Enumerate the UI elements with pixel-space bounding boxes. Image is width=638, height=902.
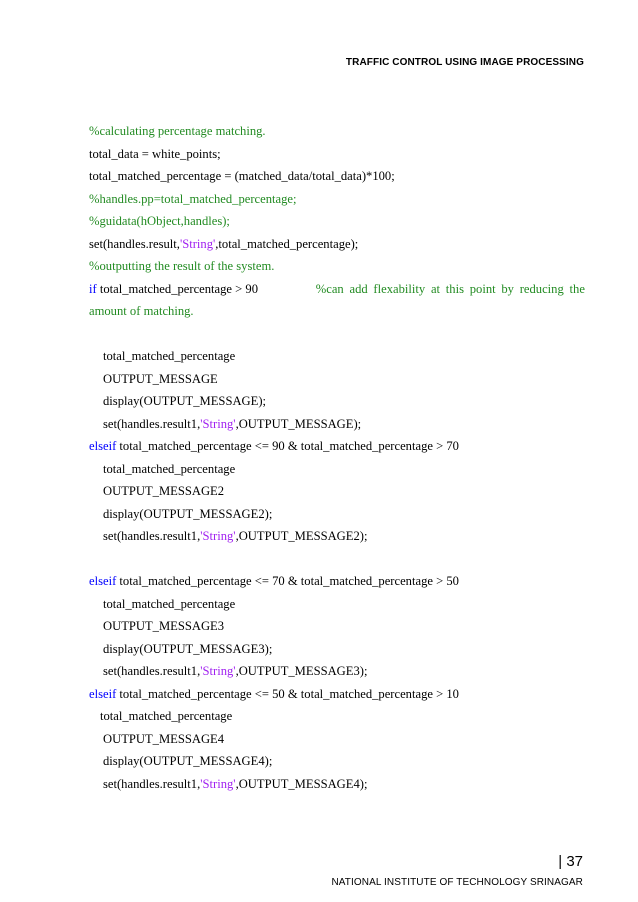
code-text: ,OUTPUT_MESSAGE4); bbox=[235, 776, 368, 791]
code-line: display(OUTPUT_MESSAGE3); bbox=[103, 641, 273, 656]
code-text: total_matched_percentage <= 50 & total_matched_percentage > 10 bbox=[116, 686, 459, 701]
code-line: OUTPUT_MESSAGE bbox=[103, 371, 218, 386]
comment-word: reducing bbox=[519, 281, 564, 296]
code-text: ,OUTPUT_MESSAGE2); bbox=[235, 529, 368, 543]
code-line bbox=[89, 233, 589, 256]
comment-word: point bbox=[469, 281, 496, 296]
code-text: set(handles.result, bbox=[89, 236, 180, 251]
code-text: total_matched_percentage <= 70 & total_matched_percentage > 50 bbox=[116, 574, 459, 588]
code-text: ,OUTPUT_MESSAGE3); bbox=[235, 664, 368, 678]
comment-word: %can bbox=[315, 281, 344, 296]
code-line: total_matched_percentage bbox=[103, 596, 236, 611]
code-line: OUTPUT_MESSAGE2 bbox=[103, 484, 225, 498]
string-literal: 'String' bbox=[200, 664, 236, 678]
code-line bbox=[89, 570, 589, 593]
comment-word: flexability bbox=[373, 281, 426, 296]
blank-line bbox=[89, 323, 589, 346]
code-line bbox=[89, 413, 589, 436]
code-line: total_matched_percentage = (matched_data/total_data)*100; bbox=[89, 169, 395, 183]
code-line bbox=[89, 660, 589, 683]
page-number: | 37 bbox=[558, 853, 583, 870]
code-line: display(OUTPUT_MESSAGE4); bbox=[103, 754, 273, 768]
code-line bbox=[89, 525, 589, 548]
code-line: %outputting the result of the system. bbox=[89, 259, 275, 273]
string-literal: 'String' bbox=[179, 236, 216, 251]
code-text: ,OUTPUT_MESSAGE); bbox=[235, 416, 362, 431]
keyword: if bbox=[89, 281, 97, 296]
code-line: OUTPUT_MESSAGE3 bbox=[103, 619, 225, 633]
code-text: ,total_matched_percentage); bbox=[215, 236, 359, 251]
code-line: display(OUTPUT_MESSAGE); bbox=[103, 394, 267, 408]
keyword: elseif bbox=[89, 439, 117, 453]
code-line bbox=[89, 683, 589, 706]
code-line: %calculating percentage matching. bbox=[89, 124, 266, 138]
code-line: %guidata(hObject,handles); bbox=[89, 214, 230, 228]
code-line: %handles.pp=total_matched_percentage; bbox=[89, 191, 297, 206]
comment-word: this bbox=[445, 281, 464, 296]
running-footer: NATIONAL INSTITUTE OF TECHNOLOGY SRINAGAR bbox=[331, 877, 583, 888]
keyword: elseif bbox=[89, 574, 117, 588]
code-line: amount of matching. bbox=[89, 304, 194, 318]
code-line bbox=[89, 278, 585, 301]
code-text: set(handles.result1, bbox=[103, 664, 201, 678]
code-text: total_matched_percentage <= 90 & total_matched_percentage > 70 bbox=[116, 439, 459, 453]
comment-word: add bbox=[349, 281, 368, 296]
code-line bbox=[89, 435, 589, 458]
comment-word: by bbox=[501, 281, 514, 296]
keyword: elseif bbox=[89, 686, 117, 701]
code-line: total_matched_percentage bbox=[100, 709, 233, 723]
string-literal: 'String' bbox=[200, 416, 236, 431]
code-line: total_matched_percentage bbox=[103, 349, 236, 363]
code-listing bbox=[89, 120, 589, 795]
comment-word: the bbox=[569, 281, 585, 296]
code-line: display(OUTPUT_MESSAGE2); bbox=[103, 506, 273, 521]
string-literal: 'String' bbox=[200, 776, 236, 791]
code-text: set(handles.result1, bbox=[103, 776, 201, 791]
blank-line bbox=[89, 548, 589, 571]
code-line bbox=[89, 773, 589, 796]
code-text: set(handles.result1, bbox=[103, 416, 201, 431]
code-statement bbox=[89, 278, 310, 301]
code-line: total_matched_percentage bbox=[103, 461, 236, 476]
code-text: set(handles.result1, bbox=[103, 529, 201, 543]
string-literal: 'String' bbox=[200, 529, 236, 543]
code-text: total_matched_percentage > 90 bbox=[96, 281, 259, 296]
running-header: TRAFFIC CONTROL USING IMAGE PROCESSING bbox=[345, 57, 584, 68]
code-line: OUTPUT_MESSAGE4 bbox=[103, 731, 225, 746]
code-line: total_data = white_points; bbox=[89, 146, 221, 161]
comment-word: at bbox=[430, 281, 441, 296]
